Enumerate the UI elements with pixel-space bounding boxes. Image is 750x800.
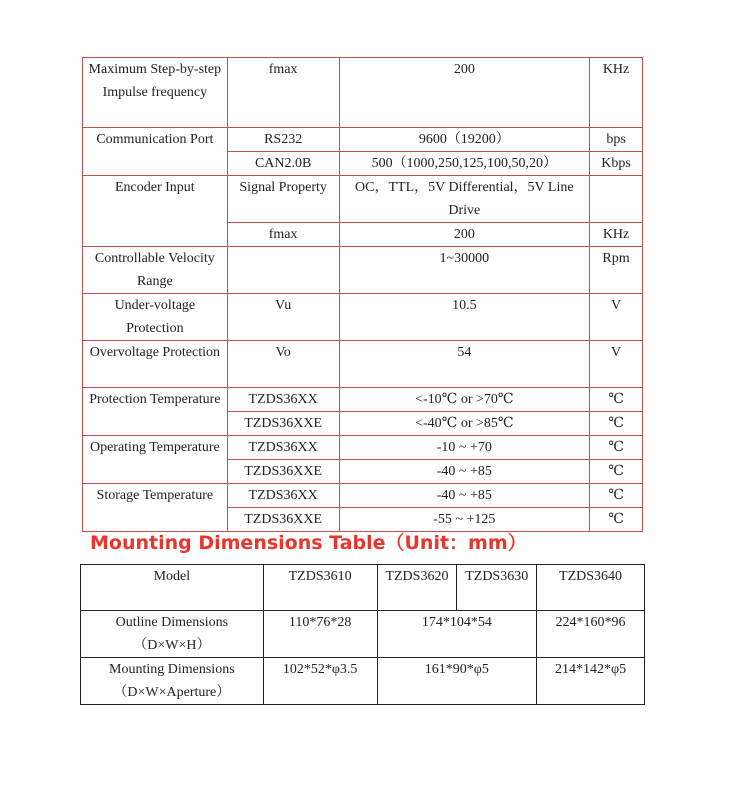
value-cell: 54 [339, 341, 590, 388]
param-cell: Storage Temperature [83, 484, 228, 532]
value-cell: -40 ~ +85 [339, 460, 590, 484]
spec-row-overvoltage [83, 341, 643, 388]
unit-cell: V [590, 294, 643, 341]
value-cell: -40 ~ +85 [339, 484, 590, 508]
value-cell: -10 ~ +70 [339, 436, 590, 460]
param-cell: Under-voltage Protection [83, 294, 228, 341]
unit-cell: Rpm [590, 247, 643, 294]
param-cell: Protection Temperature [83, 388, 228, 436]
spec-row-operating-temp-xx [83, 436, 643, 460]
param-cell: Overvoltage Protection [83, 341, 228, 388]
symbol-cell: Vu [227, 294, 339, 341]
param-cell: Communication Port [83, 128, 228, 176]
unit-cell: ℃ [590, 436, 643, 460]
value-cell: 200 [339, 58, 590, 128]
unit-cell: ℃ [590, 412, 643, 436]
unit-cell: ℃ [590, 388, 643, 412]
symbol-cell [227, 247, 339, 294]
value-cell: 1~30000 [339, 247, 590, 294]
symbol-cell: fmax [227, 223, 339, 247]
symbol-cell: TZDS36XX [227, 484, 339, 508]
value-cell: OC，TTL，5V Differential，5V Line Drive [339, 176, 590, 223]
unit-cell: bps [590, 128, 643, 152]
symbol-cell: fmax [227, 58, 339, 128]
spec-row-storage-temp-xx [83, 484, 643, 508]
value-cell: 10.5 [339, 294, 590, 341]
param-cell: Maximum Step-by-step Impulse frequency [83, 58, 228, 128]
dimension-cell: 161*90*φ5 [377, 658, 537, 705]
unit-cell: V [590, 341, 643, 388]
mount-outline-row [81, 611, 645, 658]
unit-cell: Kbps [590, 152, 643, 176]
spec-row-encoder-signal [83, 176, 643, 223]
unit-cell: ℃ [590, 460, 643, 484]
symbol-cell: TZDS36XX [227, 436, 339, 460]
symbol-cell: CAN2.0B [227, 152, 339, 176]
dimension-cell: 174*104*54 [377, 611, 537, 658]
mount-mounting-row [81, 658, 645, 705]
unit-cell [590, 176, 643, 223]
param-cell: Operating Temperature [83, 436, 228, 484]
mounting-dimensions-table [80, 564, 645, 705]
param-cell: Encoder Input [83, 176, 228, 247]
dimension-cell: 110*76*28 [263, 611, 377, 658]
row-label-cell: Mounting Dimensions （D×W×Aperture） [81, 658, 264, 705]
value-cell: 200 [339, 223, 590, 247]
param-cell: Controllable Velocity Range [83, 247, 228, 294]
mount-header-row [81, 565, 645, 611]
unit-cell: KHz [590, 58, 643, 128]
value-cell: 9600（19200） [339, 128, 590, 152]
row-label-cell: Outline Dimensions （D×W×H） [81, 611, 264, 658]
symbol-cell: TZDS36XXE [227, 508, 339, 532]
spec-row-velocity-range [83, 247, 643, 294]
symbol-cell: TZDS36XXE [227, 412, 339, 436]
dimension-cell: 102*52*φ3.5 [263, 658, 377, 705]
dimension-cell: 214*142*φ5 [537, 658, 645, 705]
value-cell: -55 ~ +125 [339, 508, 590, 532]
value-cell: <-10℃ or >70℃ [339, 388, 590, 412]
value-cell: 500（1000,250,125,100,50,20） [339, 152, 590, 176]
specification-table [82, 57, 643, 532]
unit-cell: ℃ [590, 508, 643, 532]
spec-row-impulse-frequency [83, 58, 643, 128]
model-cell: TZDS3630 [457, 565, 537, 611]
symbol-cell: RS232 [227, 128, 339, 152]
unit-cell: ℃ [590, 484, 643, 508]
spec-row-communication-rs232 [83, 128, 643, 152]
model-cell: TZDS3620 [377, 565, 457, 611]
model-cell: TZDS3610 [263, 565, 377, 611]
dimension-cell: 224*160*96 [537, 611, 645, 658]
symbol-cell: TZDS36XX [227, 388, 339, 412]
header-label-cell: Model [81, 565, 264, 611]
symbol-cell: Signal Property [227, 176, 339, 223]
symbol-cell: TZDS36XXE [227, 460, 339, 484]
unit-cell: KHz [590, 223, 643, 247]
spec-row-under-voltage [83, 294, 643, 341]
symbol-cell: Vo [227, 341, 339, 388]
model-cell: TZDS3640 [537, 565, 645, 611]
spec-row-protection-temp-xx [83, 388, 643, 412]
value-cell: <-40℃ or >85℃ [339, 412, 590, 436]
mounting-dimensions-title: Mounting Dimensions Table（Unit：mm） [90, 532, 527, 554]
